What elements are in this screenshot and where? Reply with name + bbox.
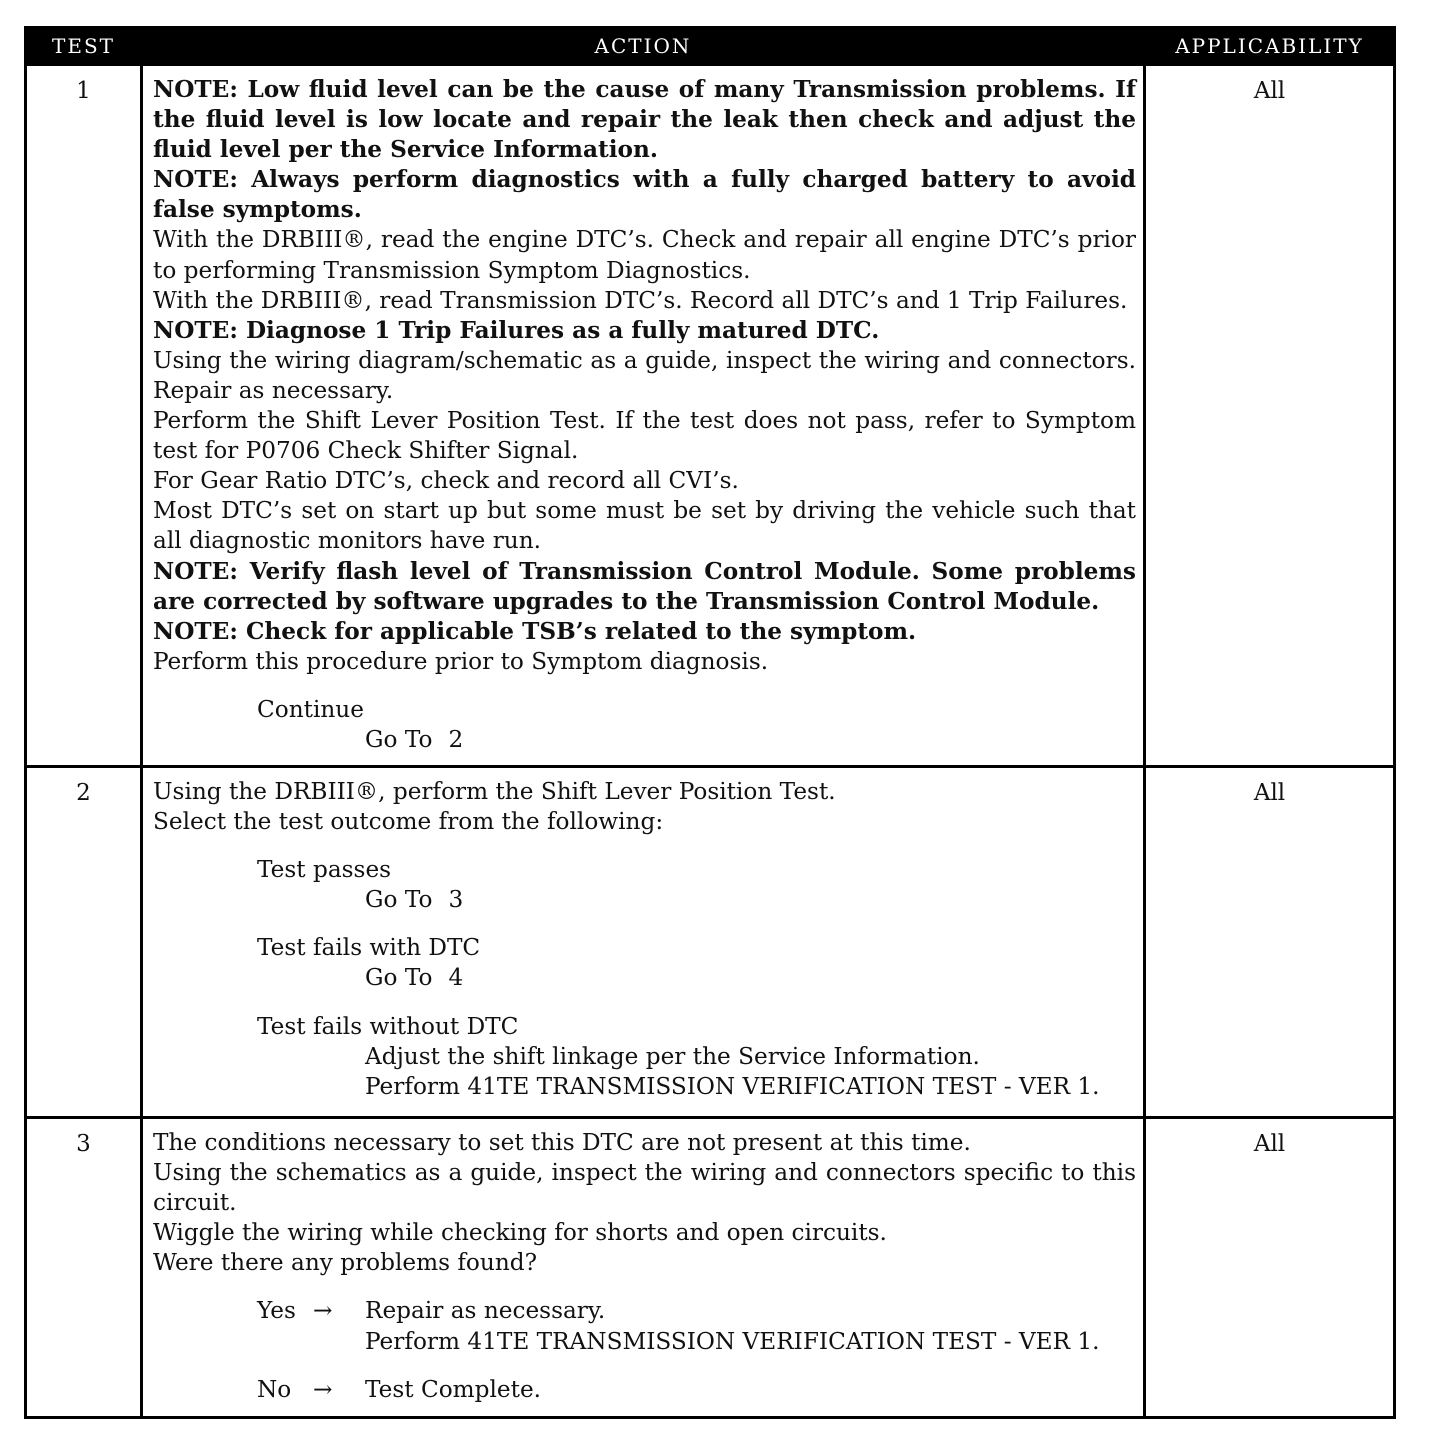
action-cell (142, 767, 1145, 1118)
diagnostic-page (24, 26, 1396, 1426)
answer-row (257, 1375, 1136, 1405)
goto-label: Go To (365, 886, 433, 914)
instruction-line: Perform the Shift Lever Position Test. If the test does not pass, refer to Symptom test for P0706 Check Shifter Signal. (153, 407, 1136, 465)
instruction-line: Most DTC’s set on start up but some must be set by driving the vehicle such that all diagnostic monitors have run. (153, 497, 1136, 555)
answer-results (365, 1375, 1136, 1405)
instruction-line: Using the schematics as a guide, inspect the wiring and connectors specific to this circuit. (153, 1159, 1136, 1217)
choice-label: Test fails without DTC (257, 1012, 519, 1040)
answer-result: Perform 41TE TRANSMISSION VERIFICATION TEST - VER 1. (365, 1327, 1100, 1355)
answer-result: Repair as necessary. (365, 1297, 606, 1325)
answer-no (153, 1375, 1136, 1405)
goto-target: 3 (448, 886, 464, 914)
choice-step: Perform 41TE TRANSMISSION VERIFICATION TEST - VER 1. (365, 1072, 1100, 1100)
answer-yes (153, 1296, 1136, 1356)
arrow-right-icon: → (313, 1297, 333, 1325)
choice-continue (153, 695, 1136, 755)
table-header-row (26, 28, 1395, 65)
goto-reference (257, 963, 1136, 993)
note-line: NOTE: Diagnose 1 Trip Failures as a fully matured DTC. (153, 316, 880, 344)
instruction-line: Select the test outcome from the following: (153, 808, 664, 836)
choice-label: Test passes (257, 856, 392, 884)
header-applicability: APPLICABILITY (1145, 28, 1395, 65)
instruction-line: Wiggle the wiring while checking for shorts and open circuits. (153, 1219, 887, 1247)
choice-test-passes (153, 855, 1136, 915)
goto-target: 4 (448, 964, 464, 992)
instruction-line: Perform this procedure prior to Symptom diagnosis. (153, 647, 769, 675)
answer-label: Yes (257, 1297, 296, 1325)
note-line: NOTE: Verify flash level of Transmission Control Module. Some problems are corrected by software upgrades to the Transmission Control Module. (153, 557, 1136, 615)
instruction-line: With the DRBIII®, read Transmission DTC’s. Record all DTC’s and 1 Trip Failures. (153, 286, 1128, 314)
instruction-line: Using the DRBIII®, perform the Shift Lever Position Test. (153, 778, 836, 805)
note-line: NOTE: Check for applicable TSB’s related to the symptom. (153, 617, 917, 645)
table-row (26, 1118, 1395, 1418)
instruction-line: The conditions necessary to set this DTC are not present at this time. (153, 1129, 971, 1156)
table-row (26, 65, 1395, 767)
table-row (26, 767, 1395, 1118)
choice-label: Test fails with DTC (257, 934, 481, 962)
note-line: NOTE: Always perform diagnostics with a fully charged battery to avoid false symptoms. (153, 166, 1136, 224)
applicability-cell: All (1145, 767, 1395, 1118)
instruction-line: Using the wiring diagram/schematic as a guide, inspect the wiring and connectors. Repair as necessary. (153, 346, 1136, 404)
goto-reference (257, 725, 1136, 755)
goto-label: Go To (365, 964, 433, 992)
goto-target: 2 (448, 725, 464, 753)
instruction-line: With the DRBIII®, read the engine DTC’s. Check and repair all engine DTC’s prior to performing Transmission Symptom Diagnostics. (153, 226, 1136, 284)
instruction-line: Were there any problems found? (153, 1249, 538, 1277)
goto-label: Go To (365, 725, 433, 753)
applicability-cell: All (1145, 65, 1395, 767)
goto-reference (257, 885, 1136, 915)
choice-step: Adjust the shift linkage per the Service Information. (365, 1042, 980, 1070)
test-number: 3 (26, 1118, 142, 1418)
note-line: NOTE: Low fluid level can be the cause of many Transmission problems. If the fluid level is low locate and repair the leak then check and adjust the fluid level per the Service Information. (153, 76, 1136, 164)
answer-row (257, 1296, 1136, 1356)
diagnostic-table (24, 26, 1396, 1419)
action-cell (142, 65, 1145, 767)
answer-label: No (257, 1375, 292, 1403)
instruction-line: For Gear Ratio DTC’s, check and record all CVI’s. (153, 467, 739, 495)
action-cell (142, 1118, 1145, 1418)
arrow-right-icon: → (313, 1375, 333, 1403)
test-number: 2 (26, 767, 142, 1118)
answer-result: Test Complete. (365, 1375, 542, 1403)
choice-label: Continue (257, 695, 364, 723)
applicability-cell: All (1145, 1118, 1395, 1418)
choice-test-fails-with-dtc (153, 933, 1136, 993)
header-test: TEST (26, 28, 142, 65)
choice-test-fails-without-dtc (153, 1012, 1136, 1102)
test-number: 1 (26, 65, 142, 767)
answer-results (365, 1296, 1136, 1356)
header-action: ACTION (142, 28, 1145, 65)
